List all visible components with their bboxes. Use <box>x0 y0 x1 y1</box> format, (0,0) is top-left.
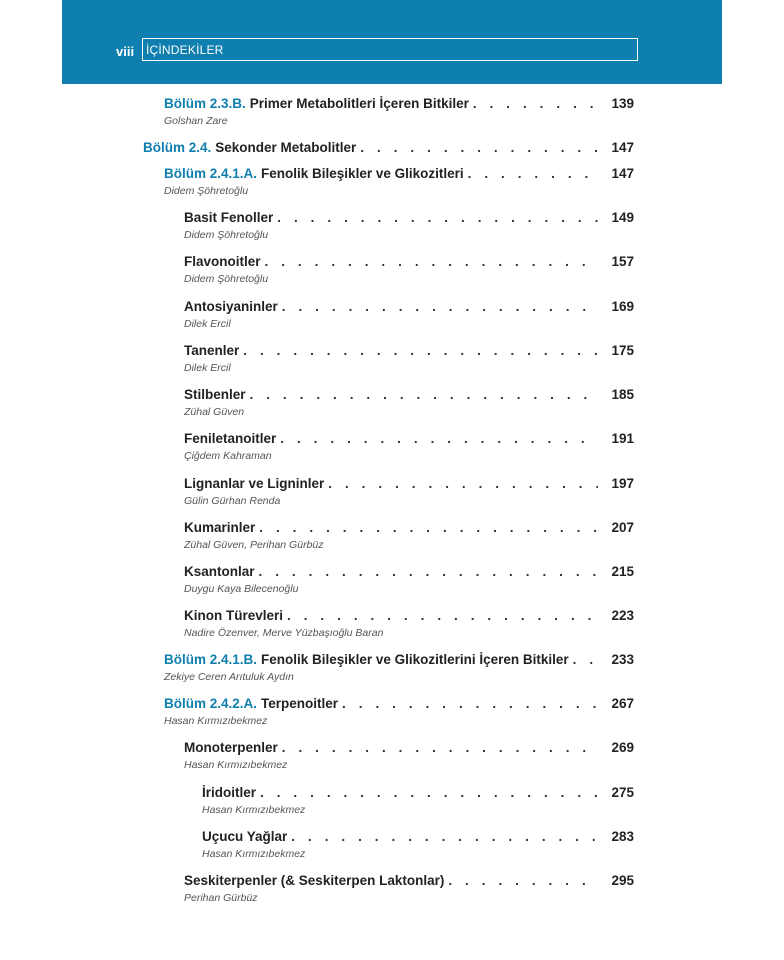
entry-page-number: 185 <box>611 387 634 402</box>
entry-page-number: 175 <box>611 343 634 358</box>
dot-leader <box>324 476 598 491</box>
toc-entry[interactable] <box>184 873 634 904</box>
dot-leader <box>356 140 598 155</box>
dot-leader <box>338 696 598 711</box>
entry-title: Stilbenler <box>184 387 246 402</box>
dot-leader <box>283 608 598 623</box>
toc-entry[interactable] <box>184 254 634 285</box>
entry-title: Fenolik Bileşikler ve Glikozitleri <box>261 166 464 181</box>
dot-leader <box>278 299 598 314</box>
toc-entry[interactable] <box>164 696 634 727</box>
entry-title: Ksantonlar <box>184 564 255 579</box>
entry-title: Fenolik Bileşikler ve Glikozitlerini İçeren Bitkiler <box>261 652 569 667</box>
section-code: Bölüm 2.4.1.B. <box>164 652 258 667</box>
header-title-box <box>142 38 638 61</box>
dot-leader <box>256 785 598 800</box>
entry-title: Kumarinler <box>184 520 256 535</box>
toc-entry[interactable] <box>184 564 634 595</box>
entry-title: Terpenoitler <box>261 696 339 711</box>
entry-page-number: 147 <box>611 166 634 181</box>
entry-author: Didem Şöhretoğlu <box>184 229 269 241</box>
dot-leader <box>246 387 598 402</box>
entry-author: Hasan Kırmızıbekmez <box>164 715 268 727</box>
section-code: Bölüm 2.4. <box>143 140 212 155</box>
entry-title: Uçucu Yağlar <box>202 829 288 844</box>
toc-entry[interactable] <box>164 652 634 683</box>
entry-author: Çiğdem Kahraman <box>184 450 272 462</box>
dot-leader <box>287 829 598 844</box>
entry-page-number: 157 <box>611 254 634 269</box>
dot-leader <box>469 96 598 111</box>
entry-author: Hasan Kırmızıbekmez <box>202 804 306 816</box>
toc-entry[interactable] <box>143 140 634 158</box>
entry-page-number: 207 <box>611 520 634 535</box>
toc-entry[interactable] <box>184 343 634 374</box>
entry-author: Dilek Ercil <box>184 362 231 374</box>
page-number: viii <box>116 44 135 59</box>
entry-title: İridoitler <box>202 785 257 800</box>
dot-leader <box>255 520 598 535</box>
toc-entry[interactable] <box>184 520 634 551</box>
header-bar <box>62 0 722 84</box>
entry-author: Zekiye Ceren Arıtuluk Aydın <box>164 671 294 683</box>
entry-author: Hasan Kırmızıbekmez <box>184 759 288 771</box>
entry-page-number: 191 <box>611 431 634 446</box>
toc-entry[interactable] <box>184 608 634 639</box>
entry-page-number: 269 <box>611 740 634 755</box>
section-code: Bölüm 2.4.2.A. <box>164 696 258 711</box>
entry-author: Didem Şöhretoğlu <box>184 273 269 285</box>
entry-page-number: 283 <box>611 829 634 844</box>
entry-page-number: 197 <box>611 476 634 491</box>
header-title: İÇİNDEKİLER <box>146 43 224 57</box>
section-code: Bölüm 2.3.B. <box>164 96 246 111</box>
entry-page-number: 223 <box>611 608 634 623</box>
toc-entry[interactable] <box>164 166 634 197</box>
dot-leader <box>239 343 598 358</box>
entry-page-number: 295 <box>611 873 634 888</box>
entry-title: Feniletanoitler <box>184 431 277 446</box>
entry-author: Nadire Özenver, Merve Yüzbaşıoğlu Baran <box>184 627 384 639</box>
toc-entry[interactable] <box>164 96 634 127</box>
entry-page-number: 275 <box>611 785 634 800</box>
entry-title: Antosiyaninler <box>184 299 278 314</box>
toc-entry[interactable] <box>202 829 634 860</box>
entry-page-number: 147 <box>611 140 634 155</box>
entry-title: Basit Fenoller <box>184 210 274 225</box>
toc-entry[interactable] <box>184 299 634 330</box>
dot-leader <box>255 564 598 579</box>
entry-page-number: 215 <box>611 564 634 579</box>
entry-author: Gülin Gürhan Renda <box>184 495 281 507</box>
dot-leader <box>261 254 598 269</box>
dot-leader <box>444 873 598 888</box>
section-code: Bölüm 2.4.1.A. <box>164 166 258 181</box>
entry-title: Tanenler <box>184 343 240 358</box>
entry-title: Seskiterpenler (& Seskiterpen Laktonlar) <box>184 873 445 888</box>
entry-author: Hasan Kırmızıbekmez <box>202 848 306 860</box>
entry-page-number: 149 <box>611 210 634 225</box>
entry-page-number: 267 <box>611 696 634 711</box>
entry-title: Flavonoitler <box>184 254 261 269</box>
entry-page-number: 139 <box>611 96 634 111</box>
entry-page-number: 169 <box>611 299 634 314</box>
toc-entry[interactable] <box>184 476 634 507</box>
toc-entry[interactable] <box>202 785 634 816</box>
entry-author: Golshan Zare <box>164 115 228 127</box>
toc-entry[interactable] <box>184 431 634 462</box>
toc-entry[interactable] <box>184 387 634 418</box>
entry-page-number: 233 <box>611 652 634 667</box>
toc-entry[interactable] <box>184 210 634 241</box>
entry-title: Sekonder Metabolitler <box>215 140 357 155</box>
dot-leader <box>273 210 598 225</box>
entry-title: Primer Metabolitleri İçeren Bitkiler <box>249 96 469 111</box>
entry-author: Didem Şöhretoğlu <box>164 185 249 197</box>
entry-author: Duygu Kaya Bilecenoğlu <box>184 583 299 595</box>
entry-author: Perihan Gürbüz <box>184 892 258 904</box>
entry-author: Dilek Ercil <box>184 318 231 330</box>
dot-leader <box>276 431 598 446</box>
toc-entry[interactable] <box>184 740 634 771</box>
dot-leader <box>569 652 598 667</box>
entry-author: Zühal Güven, Perihan Gürbüz <box>184 539 324 551</box>
dot-leader <box>464 166 598 181</box>
entry-title: Kinon Türevleri <box>184 608 284 623</box>
entry-title: Lignanlar ve Ligninler <box>184 476 325 491</box>
dot-leader <box>278 740 598 755</box>
entry-title: Monoterpenler <box>184 740 278 755</box>
entry-author: Zühal Güven <box>184 406 245 418</box>
